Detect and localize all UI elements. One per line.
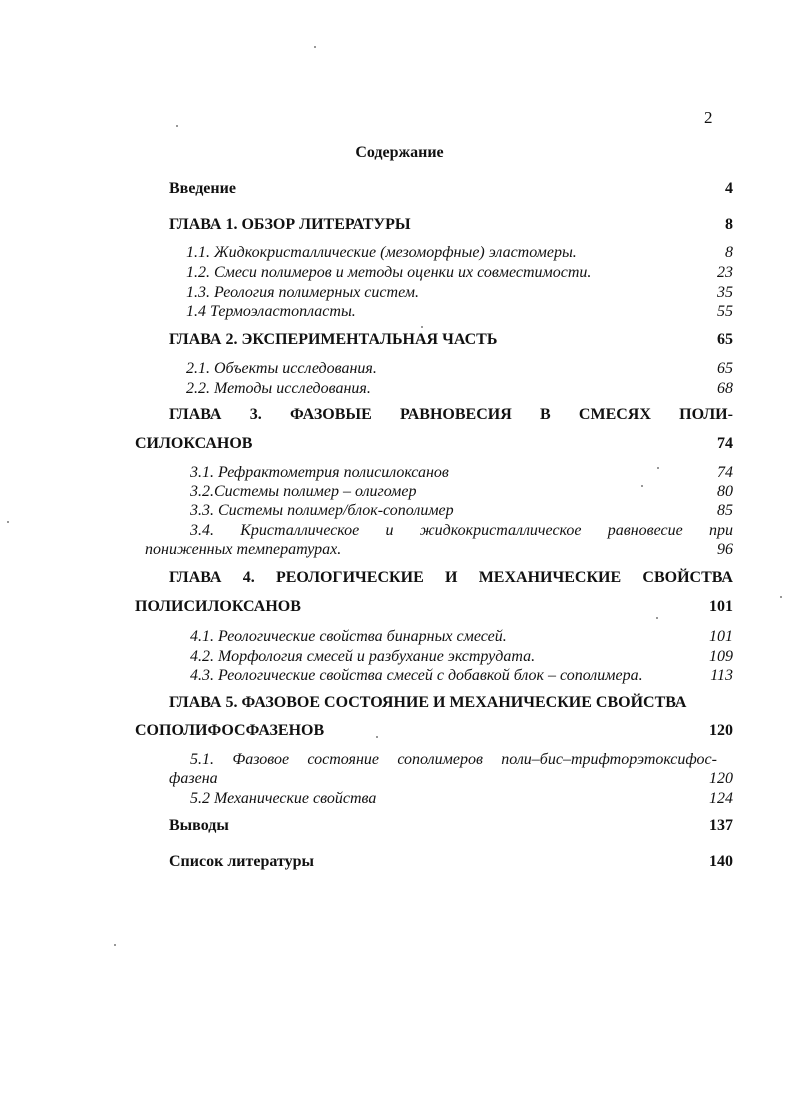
entry-label: Введение bbox=[169, 180, 236, 197]
chapter-title-word: МЕХАНИЧЕСКИЕ bbox=[478, 569, 622, 586]
section-page: 23 bbox=[717, 264, 733, 281]
entry-page: 137 bbox=[709, 817, 733, 834]
chapter-title: ПОЛИСИЛОКСАНОВ bbox=[135, 598, 301, 615]
section-label: 4.2. Морфология смесей и разбухание экструдата. bbox=[190, 648, 536, 665]
section-label: 2.1. Объекты исследования. bbox=[186, 360, 377, 377]
section-label: 3.1. Рефрактометрия полисилоксанов bbox=[190, 464, 449, 481]
toc-entry-references bbox=[169, 853, 733, 871]
scan-speck bbox=[421, 326, 423, 328]
chapter-title-word: РАВНОВЕСИЯ bbox=[400, 406, 512, 423]
section-page: 68 bbox=[717, 380, 733, 397]
toc-chapter-4-line1 bbox=[169, 569, 733, 587]
toc-chapter-4-line2 bbox=[135, 598, 733, 616]
toc-section-4-3 bbox=[190, 667, 733, 685]
section-page: 85 bbox=[717, 502, 733, 519]
scan-speck bbox=[176, 125, 178, 127]
section-label: 5.2 Механические свойства bbox=[190, 790, 377, 807]
scan-speck bbox=[314, 46, 316, 48]
toc-chapter-5-line2 bbox=[135, 722, 733, 740]
section-word: жидкокристаллическое bbox=[419, 522, 582, 539]
chapter-title-word: ФАЗОВЫЕ bbox=[289, 406, 372, 423]
toc-entry-intro bbox=[169, 180, 733, 198]
toc-chapter-3-line1 bbox=[169, 406, 733, 424]
toc-section-5-1-line1 bbox=[190, 751, 717, 769]
section-label: 3.3. Системы полимер/блок-сополимер bbox=[190, 502, 454, 519]
page-number: 2 bbox=[704, 108, 713, 127]
section-label: фазена bbox=[169, 770, 218, 787]
section-word: состояние bbox=[307, 751, 380, 768]
section-page: 96 bbox=[717, 541, 733, 558]
section-word: 5.1. bbox=[190, 751, 214, 768]
toc-section-5-2 bbox=[190, 790, 733, 808]
section-page: 109 bbox=[709, 648, 733, 665]
section-page: 124 bbox=[709, 790, 733, 807]
section-word: Кристаллическое bbox=[240, 522, 360, 539]
chapter-title-word: ГЛАВА bbox=[169, 569, 222, 586]
section-label: 3.2.Системы полимер – олигомер bbox=[190, 483, 417, 500]
scan-speck bbox=[657, 467, 659, 469]
section-page: 55 bbox=[717, 303, 733, 320]
toc-section-3-1 bbox=[190, 464, 733, 482]
section-label: 4.3. Реологические свойства смесей с добавкой блок – сополимера. bbox=[190, 667, 643, 684]
chapter-title-word: И bbox=[445, 569, 458, 586]
toc-section-2-2 bbox=[186, 380, 733, 398]
section-page: 8 bbox=[725, 244, 733, 261]
entry-label: Список литературы bbox=[169, 853, 314, 870]
section-page: 101 bbox=[709, 628, 733, 645]
chapter-page: 8 bbox=[725, 216, 733, 233]
entry-page: 140 bbox=[709, 853, 733, 870]
section-page: 80 bbox=[717, 483, 733, 500]
chapter-page: 74 bbox=[717, 435, 733, 452]
section-label: 4.1. Реологические свойства бинарных смесей. bbox=[190, 628, 507, 645]
chapter-title: СОПОЛИФОСФАЗЕНОВ bbox=[135, 722, 325, 739]
section-word: и bbox=[385, 522, 394, 539]
toc-section-4-1 bbox=[190, 628, 733, 646]
toc-title: Содержание bbox=[355, 144, 444, 161]
chapter-title-word: СВОЙСТВА bbox=[642, 569, 733, 586]
chapter-title-word: ГЛАВА bbox=[169, 406, 222, 423]
section-label: 1.1. Жидкокристаллические (мезоморфные) эластомеры. bbox=[186, 244, 577, 261]
chapter-page: 101 bbox=[709, 598, 733, 615]
section-label: 2.2. Методы исследования. bbox=[186, 380, 371, 397]
section-page: 65 bbox=[717, 360, 733, 377]
toc-section-1-2 bbox=[186, 264, 733, 282]
section-label: 1.2. Смеси полимеров и методы оценки их совместимости. bbox=[186, 264, 592, 281]
section-page: 35 bbox=[717, 284, 733, 301]
section-word: сополимеров bbox=[397, 751, 483, 768]
toc-chapter-5-line1 bbox=[169, 694, 733, 712]
toc-chapter-1 bbox=[169, 216, 733, 234]
chapter-title-word: ПОЛИ- bbox=[679, 406, 733, 423]
chapter-title-word: СМЕСЯХ bbox=[578, 406, 651, 423]
scan-speck bbox=[780, 596, 782, 598]
scan-speck bbox=[114, 944, 116, 946]
toc-section-5-1-line2 bbox=[169, 770, 733, 788]
section-word: поли–бис–трифторэтоксифос- bbox=[501, 751, 717, 768]
chapter-page: 65 bbox=[717, 331, 733, 348]
chapter-title: СИЛОКСАНОВ bbox=[135, 435, 253, 452]
section-page: 74 bbox=[717, 464, 733, 481]
toc-section-3-4-line2 bbox=[145, 541, 733, 559]
chapter-title: ГЛАВА 1. ОБЗОР ЛИТЕРАТУРЫ bbox=[169, 216, 411, 233]
toc-section-1-1 bbox=[186, 244, 733, 262]
scan-speck bbox=[641, 485, 643, 487]
section-page: 113 bbox=[710, 667, 733, 684]
chapter-title-word: 4. bbox=[242, 569, 255, 586]
chapter-title-word: РЕОЛОГИЧЕСКИЕ bbox=[275, 569, 424, 586]
toc-section-3-2 bbox=[190, 483, 733, 501]
scan-speck bbox=[7, 521, 9, 523]
toc-section-2-1 bbox=[186, 360, 733, 378]
scan-speck bbox=[656, 617, 658, 619]
section-label: 1.3. Реология полимерных систем. bbox=[186, 284, 419, 301]
section-word: равновесие bbox=[607, 522, 683, 539]
chapter-page: 120 bbox=[709, 722, 733, 739]
chapter-title: ГЛАВА 5. ФАЗОВОЕ СОСТОЯНИЕ И МЕХАНИЧЕСКИЕ СВОЙСТВА bbox=[169, 694, 687, 711]
chapter-title-word: 3. bbox=[249, 406, 262, 423]
section-page: 120 bbox=[709, 770, 733, 787]
toc-section-4-2 bbox=[190, 648, 733, 666]
toc-chapter-3-line2 bbox=[135, 435, 733, 453]
entry-label: Выводы bbox=[169, 817, 229, 834]
entry-page: 4 bbox=[725, 180, 733, 197]
chapter-title-word: В bbox=[540, 406, 551, 423]
section-word: 3.4. bbox=[190, 522, 214, 539]
section-word: Фазовое bbox=[232, 751, 290, 768]
toc-section-3-3 bbox=[190, 502, 733, 520]
toc-entry-conclusions bbox=[169, 817, 733, 835]
section-word: при bbox=[708, 522, 733, 539]
toc-section-1-4 bbox=[186, 303, 733, 321]
section-label: 1.4 Термоэластопласты. bbox=[186, 303, 356, 320]
scan-speck bbox=[376, 736, 378, 738]
toc-chapter-2 bbox=[169, 331, 733, 349]
section-label: пониженных температурах. bbox=[145, 541, 342, 558]
chapter-title: ГЛАВА 2. ЭКСПЕРИМЕНТАЛЬНАЯ ЧАСТЬ bbox=[169, 331, 498, 348]
toc-section-3-4-line1 bbox=[190, 522, 733, 540]
toc-section-1-3 bbox=[186, 284, 733, 302]
